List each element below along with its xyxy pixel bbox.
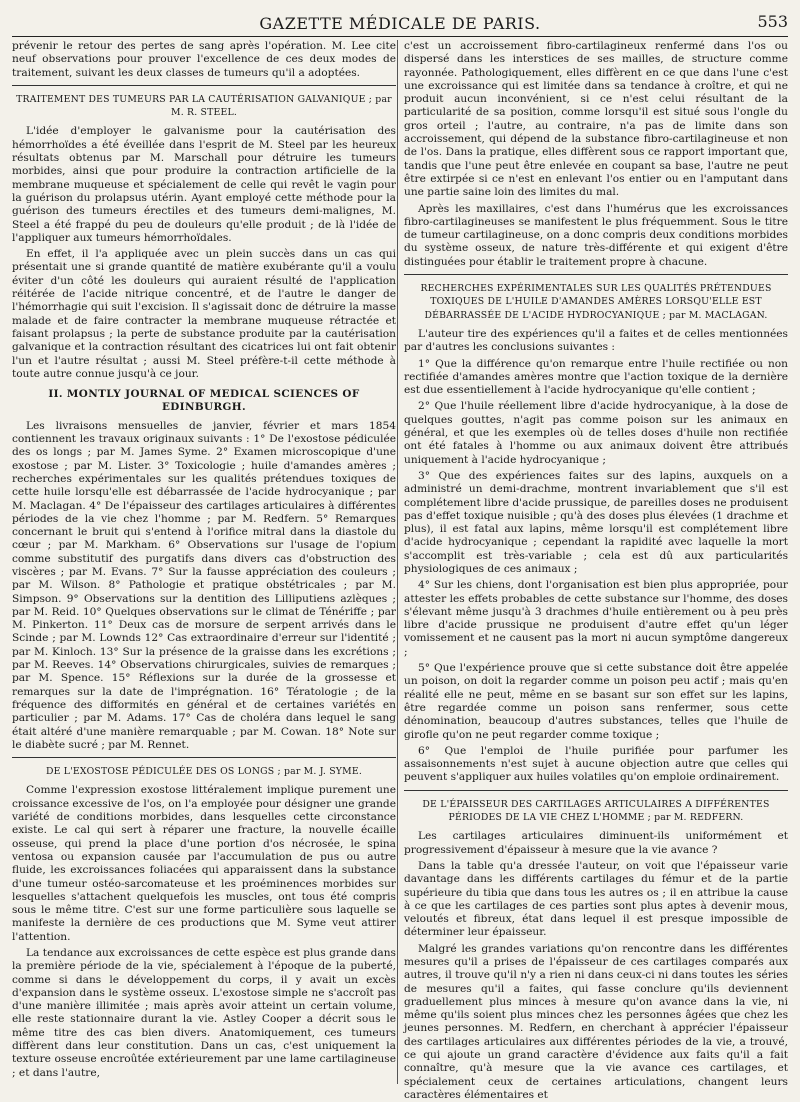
journal-heading: II. MONTLY JOURNAL OF MEDICAL SCIENCES OF EDINBURGH.: [48, 388, 360, 414]
list-item: 5° Que l'expérience prouve que si cette substance doit être appelée un poison, on doit la regarder comme un poison peu actif ; mais qu'en réalité elle ne peut, même en se basant sur son effet sur les lapins, être regardée comme un poison sans renfermer, sous cette dénomination, beaucoup d'autres substances, telles que l'huile de girofle qu'on ne peut regarder comme toxique ;: [404, 662, 788, 741]
paragraph: Dans la table qu'a dressée l'auteur, on voit que l'épaisseur varie davantage dans les différents cartilages du fémur et de la partie supérieure du tibia que dans tous les autres os ; il en attribue la cause à ce que les cartilages de ces parties sont plus aptes à devenir mous, veloutés et fibreux, état dans lequel il est presque impossible de déterminer leur épaisseur.: [404, 859, 788, 939]
paragraph: Comme l'expression exostose littéralement implique purement une croissance excessive de l'os, on l'a employée pour désigner une grande variété de conditions morbides, dans lesquelles cette circonstance existe. Le cal qui sert à réparer une fracture, la nouvelle écaille osseuse, qui prend la place d'une portion d'os nécrosée, le spina ventosa ou expansion causée par l'accumulation de pus ou autre fluide, les excroissances foliacées qui apparaissent dans la substance d'une tumeur ostéo-sarcomateuse et les proéminences morbides sur lesquelles s'attachent quelquefois les muscles, ont tous été compris sous le même titre. C'est sur une forme particulière sous laquelle se manifeste la dernière de ces productions que M. Syme veut attirer l'attention.: [12, 784, 396, 943]
paragraph: L'idée d'employer le galvanisme pour la cautérisation des hémorrhoïdes a été éveillée dans l'esprit de M. Steel par les heureux résultats obtenus par M. Marschall pour détruire les tumeurs morbides, ainsi que pour produire la contraction artificielle de la membrane muqueuse et spécialement de celle qui revêt le vagin pour la guérison du prolapsus utérin. Ayant employé cette méthode pour la guérison des tumeurs érectiles et des tumeurs demi-malignes, M. Steel a été frappé du peu de douleurs qu'elle produit ; de là l'idée de l'appliquer aux tumeurs hémorrhoïdales.: [12, 125, 396, 244]
header-rule: [12, 36, 788, 37]
section-heading-redfern: DE L'ÉPAISSEUR DES CARTILAGES ARTICULAIRES A DIFFÉRENTES PÉRIODES DE LA VIE CHEZ L'HOMME ; par M. REDFERN.: [422, 798, 770, 824]
page-header: [12, 10, 788, 36]
paragraph: L'auteur tire des expériences qu'il a faites et de celles mentionnées par d'autres les conclusions suivantes :: [404, 327, 788, 354]
section-heading-maclagan: RECHERCHES EXPÉRIMENTALES SUR LES QUALITÉS PRÉTENDUES TOXIQUES DE L'HUILE D'AMANDES AMÈRES LORSQU'ELLE EST DÉBARRASSÉE DE L'ACIDE HYDROCYANIQUE ; par M. MACLAGAN.: [420, 283, 772, 321]
right-column: [404, 40, 788, 1101]
section-rule: [12, 757, 396, 758]
section-rule: [404, 274, 788, 275]
left-column: [12, 40, 396, 1084]
paragraph: c'est un accroissement fibro-cartilagineux renfermé dans l'os ou dispersé dans les interstices de ses mailles, de structure comme rayonnée. Pathologiquement, elles diffèrent en ce que dans l'une c'est une excroissance qui est limitée dans sa tendance à croître, et qui ne produit aucun inconvénient, si ce n'est celui résultant de la particularité de sa position, comme lorsqu'il est situé sous l'ongle du gros orteil ; l'autre, au contraire, n'a pas de limite dans son accroissement, qui dépend de la substance fibro-cartilagineuse et non de l'os. Dans la pratique, elles diffèrent sous ce rapport important que, tandis que l'une peut être enlevée en coupant sa base, l'autre ne peut être extirpée si ce n'est en enlevant l'os entier ou en l'amputant dans une partie saine loin des limites du mal.: [404, 40, 788, 199]
section-heading-exostose: DE L'EXOSTOSE PÉDICULÉE DES OS LONGS ; par M. J. SYME.: [46, 766, 362, 778]
intro-paragraph: prévenir le retour des pertes de sang après l'opération. M. Lee cite neuf observations pour prouver l'excellence de ces deux modes de traitement, suivant les deux classes de tumeurs qu'il a adoptées.: [12, 40, 396, 79]
column-divider: [397, 40, 398, 1084]
section-rule: [404, 790, 788, 791]
journal-title: GAZETTE MÉDICALE DE PARIS.: [259, 14, 541, 33]
list-item: 2° Que l'huile réellement libre d'acide hydrocyanique, à la dose de quelques gouttes, n'agit pas comme poison sur les animaux en général, et que les exemples où de telles doses d'huile non rectifiée ont été fatales à l'homme ou aux animaux doivent être attribués uniquement à l'acide hydrocyanique ;: [404, 400, 788, 466]
paragraph: La tendance aux excroissances de cette espèce est plus grande dans la première période de la vie, spécialement à l'époque de la puberté, comme si dans le développement du corps, il y avait un excès d'expansion dans le système osseux. L'exostose simple ne s'accroît pas d'une manière illimitée ; mais après avoir atteint un certain volume, elle reste stationnaire durant la vie. Astley Cooper a décrit sous le même titre des cas bien divers. Anatomiquement, ces tumeurs diffèrent dans leur constitution. Dans un cas, c'est uniquement la texture osseuse encroûtée extérieurement par une lame cartilagineuse ; et dans l'autre,: [12, 947, 396, 1079]
list-item: 1° Que la différence qu'on remarque entre l'huile rectifiée ou non rectifiée d'amandes amères montre que l'action toxique de la dernière est due essentiellement à l'acide hydrocyanique qu'elle contient ;: [404, 357, 788, 397]
paragraph: Les livraisons mensuelles de janvier, février et mars 1854 contiennent les travaux originaux suivants : 1° De l'exostose pédiculée des os longs ; par M. James Syme. 2° Examen microscopique d'une exostose ; par M. Lister. 3° Toxicologie ; huile d'amandes amères ; recherches expérimentales sur les qualités prétendues toxiques de cette huile lorsqu'elle est débarrassée de l'acide hydrocyanique ; par M. Maclagan. 4° De l'épaisseur des cartilages articulaires à différentes périodes de la vie chez l'homme ; par M. Redfern. 5° Remarques concernant le bruit qui s'entend à l'orifice mitral dans la diastole du cœur ; par M. Markham. 6° Observations sur l'usage de l'opium comme substitutif des purgatifs dans divers cas d'obstruction des viscères ; par M. Evans. 7° Sur la fausse appréciation des couleurs ; par M. Wilson. 8° Pathologie et pratique obstétricales ; par M. Simpson. 9° Observations sur la dentition des Lilliputiens azlèques ; par M. Reid. 10° Quelques observations sur le climat de Ténériffe ; par M. Pinkerton. 11° Deux cas de morsure de serpent arrivés dans le Scinde ; par M. Lownds 12° Cas extraordinaire d'erreur sur l'identité ; par M. Kinloch. 13° Sur la présence de la graisse dans les excrétions ; par M. Reeves. 14° Observations chirurgicales, suivies de remarques ; par M. Spence. 15° Réflexions sur la durée de la grossesse et remarques sur la date de l'imprégnation. 16° Tératologie ; de la fréquence des difformités en général et de certaines variétés en particulier ; par M. Adams. 17° Cas de choléra dans lequel le sang était altéré d'une manière remarquable ; par M. Cowan. 18° Note sur le diabète sucré ; par M. Rennet.: [12, 419, 396, 751]
list-item: 4° Sur les chiens, dont l'organisation est bien plus appropriée, pour attester les effets probables de cette substance sur l'homme, des doses s'élevant même jusqu'à 3 drachmes d'huile entièrement ou à peu près libre d'acide prussique ne produisent d'autre effet qu'un léger vomissement et ne causent pas la mort ni aucun symptôme dangereux ;: [404, 579, 788, 658]
page-number: 553: [757, 12, 788, 31]
section-rule: [12, 85, 396, 86]
paragraph: Après les maxillaires, c'est dans l'humérus que les excroissances fibro-cartilagineuses se manifestent le plus fréquemment. Sous le titre de tumeur cartilagineuse, on a donc compris deux conditions morbides du système osseux, de nature très-différente et qui exigent d'être distinguées pour établir le traitement propre à chacune.: [404, 202, 788, 268]
paragraph: En effet, il l'a appliquée avec un plein succès dans un cas qui présentait une si grande quantité de matière exubérante qu'il a voulu éviter d'un côté les douleurs qui auraient résulté de l'application réitérée de l'acide nitrique concentré, et de l'autre le danger de l'hémorrhagie qui suit l'excision. Il s'agissait donc de détruire la masse malade et de faire contracter la membrane muqueuse rétractée et faisant prolapsus ; la perte de substance produite par la cautérisation galvanique et la contraction résultant des cicatrices lui ont fait obtenir l'un et l'autre résultat ; aussi M. Steel préfère-t-il cette méthode à toute autre connue jusqu'à ce jour.: [12, 248, 396, 380]
conclusions-list: [404, 358, 788, 785]
section-heading-galvanic: TRAITEMENT DES TUMEURS PAR LA CAUTÉRISATION GALVANIQUE ; par M. R. STEEL.: [16, 93, 392, 119]
list-item: 3° Que des expériences faites sur des lapins, auxquels on a administré un demi-drachme, montrent invariablement que s'il est complétement libre d'acide prussique, de pareilles doses ne produisent pas d'effet toxique nuisible ; qu'à des doses plus élevées (1 drachme et plus), il est fatal aux lapins, même lorsqu'il est complétement libre d'acide hydrocyanique ; cependant la rapidité avec laquelle la mort s'accomplit est très-variable ; cela est dû aux particularités physiologiques de ces animaux ;: [404, 469, 788, 575]
paragraph: Les cartilages articulaires diminuent-ils uniformément et progressivement d'épaisseur à mesure que la vie avance ?: [404, 830, 788, 856]
paragraph: Malgré les grandes variations qu'on rencontre dans les différentes mesures qu'il a prises de l'épaisseur de ces cartilages comparés aux autres, il trouve qu'il n'y a rien ni dans ceux-ci ni dans toutes les séries de mesures qu'il a faites, qui fasse conclure qu'ils deviennent graduellement plus minces à mesure qu'on avance dans la vie, ni même qu'ils soient plus minces chez les personnes âgées que chez les jeunes personnes. M. Redfern, en cherchant à apprécier l'épaisseur des cartilages articulaires aux différentes périodes de la vie, a trouvé, ce qui ajoute un grand caractère d'évidence aux faits qu'il a fait connaître, qu'à mesure que la vie avance ces cartilages, et spécialement ceux de certaines articulations, changent leurs caractères élémentaires et: [404, 942, 788, 1101]
list-item: 6° Que l'emploi de l'huile purifiée pour parfumer les assaisonnements n'est sujet à aucune objection autre que celles qui peuvent s'appliquer aux huiles volatiles qu'on emploie ordinairement.: [404, 744, 788, 784]
